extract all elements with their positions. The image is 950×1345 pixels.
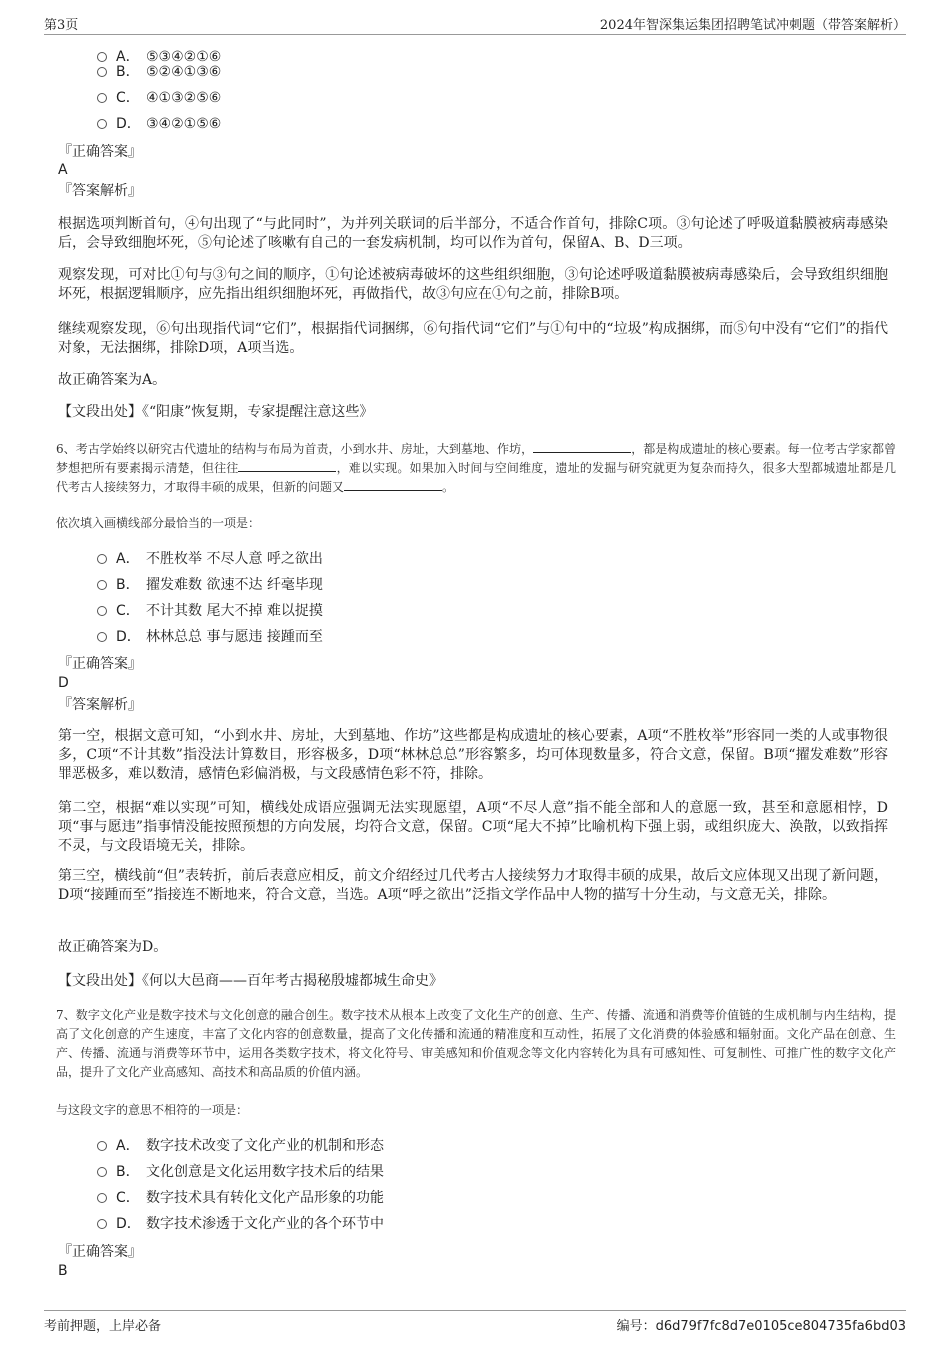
q6-stem: 6、考古学始终以研究古代遗址的结构与布局为首责，小到水井、房址，大到墓地、作坊， ，都是构成遗址的核心要素。每一位考古学家都曾梦想把所有要素揭示清楚，但往往 ，难以实现。如果加入时间与空间维度，遗址的发掘与研究就更为复杂而持久，很多大型都城遗址都是几代考古人接续努力，才取得丰硕的成果，但新的问题又 。 bbox=[56, 442, 896, 494]
q5-option-d[interactable]: D． ③④②①⑤⑥ bbox=[97, 115, 221, 133]
q5-analysis-paragraph: 观察发现，可对比①句与③句之间的顺序，①句论述被病毒破坏的这些组织细胞，③句论述呼吸道黏膜被病毒感染后，会导致组织细胞坏死，根据逻辑顺序，应先指出组织细胞坏死，再做指代，故③句应在①句之前，排除B项。 bbox=[58, 267, 888, 302]
q6-option-d[interactable]: D． 林林总总 事与愿违 接踵而至 bbox=[97, 628, 323, 646]
radio-icon[interactable] bbox=[97, 606, 107, 616]
q6-source: 【文段出处】《何以大邑商——百年考古揭秘殷墟都城生命史》 bbox=[58, 973, 443, 989]
radio-icon[interactable] bbox=[97, 93, 107, 103]
q5-analysis-paragraph: 继续观察发现，⑥句出现指代词“它们”，根据指代词捆绑，⑥句指代词“它们”与①句中的“垃圾”构成捆绑，而⑤句中没有“它们”的指代对象，无法捆绑，排除D项，A项当选。 bbox=[58, 321, 888, 356]
radio-icon[interactable] bbox=[97, 67, 107, 77]
page-header bbox=[44, 12, 906, 35]
q6-option-a[interactable]: A． 不胜枚举 不尽人意 呼之欲出 bbox=[97, 550, 323, 568]
q5-option-a[interactable]: A． ⑤③④②①⑥ bbox=[97, 48, 221, 66]
footer-slogan: 考前押题，上岸必备 bbox=[44, 1319, 162, 1334]
page-footer bbox=[44, 1310, 906, 1333]
q7-option-a[interactable]: A． 数字技术改变了文化产业的机制和形态 bbox=[97, 1137, 384, 1155]
q7-option-d[interactable]: D． 数字技术渗透于文化产业的各个环节中 bbox=[97, 1215, 384, 1233]
q7-stem: 7、数字文化产业是数字技术与文化创意的融合创生。数字技术从根本上改变了文化生产的创意、生产、传播、流通和消费等价值链的生成机制与内生结构，提高了文化创意的产生速度，丰富了文化内容的创意数量，提高了文化传播和流通的精准度和互动性，拓展了文化消费的体验感和辐射面。文化产品在创意、生产、传播、流通与消费等环节中，运用各类数字技术，将文化符号、审美感知和价值观念等文化内容转化为具有可感知性、可复制性、可推广性的数字文化产品，提升了文化产业高感知、高技术和高品质的价值内涵。 bbox=[56, 1008, 896, 1079]
q7-option-c[interactable]: C． 数字技术具有转化文化产品形象的功能 bbox=[97, 1189, 384, 1207]
q5-analysis-paragraph: 故正确答案为A。 bbox=[58, 372, 167, 388]
radio-icon[interactable] bbox=[97, 1219, 107, 1229]
q6-analysis-paragraph: 第三空，横线前“但”表转折，前后表意应相反，前文介绍经过几代考古人接续努力才取得丰硕的成果，故后文应体现又出现了新问题，D项“接踵而至”指接连不断地来，符合文意，当选。A项“呼之欲出”泛指文学作品中人物的描写十分生动，与文意无关，排除。 bbox=[58, 868, 888, 903]
radio-icon[interactable] bbox=[97, 1141, 107, 1151]
q7-answer: B bbox=[58, 1263, 68, 1279]
q6-analysis-paragraph: 第一空，根据文意可知，“小到水井、房址，大到墓地、作坊”这些都是构成遗址的核心要素，A项“不胜枚举”形容同一类的人或事物很多，C项“不计其数”指没法计算数目，形容极多，D项“林林总总”形容繁多，均可体现数量多，符合文意，保留。B项“擢发难数”形容罪恶极多，难以数清，感情色彩偏消极，与文段感情色彩不符，排除。 bbox=[58, 728, 888, 782]
radio-icon[interactable] bbox=[97, 554, 107, 564]
q7-prompt: 与这段文字的意思不相符的一项是： bbox=[56, 1103, 249, 1117]
q5-answer: A bbox=[58, 162, 68, 178]
q5-option-c[interactable]: C． ④①③②⑤⑥ bbox=[97, 89, 221, 107]
page-number: 第3页 bbox=[44, 18, 79, 33]
q6-option-c[interactable]: C． 不计其数 尾大不掉 难以捉摸 bbox=[97, 602, 323, 620]
q6-analysis-heading: 『答案解析』 bbox=[58, 697, 142, 713]
fill-blank[interactable] bbox=[344, 478, 442, 491]
q6-answer-heading: 『正确答案』 bbox=[58, 656, 142, 672]
fill-blank[interactable] bbox=[533, 440, 631, 453]
q5-source: 【文段出处】《“阳康”恢复期，专家提醒注意这些》 bbox=[58, 404, 374, 420]
q7-answer-heading: 『正确答案』 bbox=[58, 1244, 142, 1260]
radio-icon[interactable] bbox=[97, 1193, 107, 1203]
radio-icon[interactable] bbox=[97, 1167, 107, 1177]
radio-icon[interactable] bbox=[97, 52, 107, 62]
document-code: 编号：d6d79f7fc8d7e0105ce804735fa6bd03 bbox=[616, 1319, 906, 1334]
radio-icon[interactable] bbox=[97, 119, 107, 129]
q6-answer: D bbox=[58, 675, 69, 691]
q6-analysis-paragraph: 故正确答案为D。 bbox=[58, 939, 168, 955]
q6-option-b[interactable]: B． 擢发难数 欲速不达 纤毫毕现 bbox=[97, 576, 323, 594]
radio-icon[interactable] bbox=[97, 632, 107, 642]
q7-option-b[interactable]: B． 文化创意是文化运用数字技术后的结果 bbox=[97, 1163, 384, 1181]
document-title: 2024年智深集运集团招聘笔试冲刺题（带答案解析） bbox=[599, 18, 906, 33]
q5-analysis-heading: 『答案解析』 bbox=[58, 183, 142, 199]
q6-analysis-paragraph: 第二空，根据“难以实现”可知，横线处成语应强调无法实现愿望，A项“不尽人意”指不能全部和人的意愿一致，甚至和意愿相悖，D项“事与愿违”指事情没能按照预想的方向发展，均符合文意，保留。C项“尾大不掉”比喻机构下强上弱，或组织庞大、涣散，以致指挥不灵，与文段语境无关，排除。 bbox=[58, 800, 888, 854]
q5-answer-heading: 『正确答案』 bbox=[58, 144, 142, 160]
fill-blank[interactable] bbox=[238, 459, 336, 472]
q5-analysis-paragraph: 根据选项判断首句，④句出现了“与此同时”，为并列关联词的后半部分，不适合作首句，排除C项。③句论述了呼吸道黏膜被病毒感染后，会导致细胞坏死，⑤句论述了咳嗽有自己的一套发病机制，均可以作为首句，保留A、B、D三项。 bbox=[58, 216, 888, 251]
q6-prompt: 依次填入画横线部分最恰当的一项是： bbox=[56, 516, 261, 530]
radio-icon[interactable] bbox=[97, 580, 107, 590]
q5-option-b[interactable]: B． ⑤②④①③⑥ bbox=[97, 63, 221, 81]
